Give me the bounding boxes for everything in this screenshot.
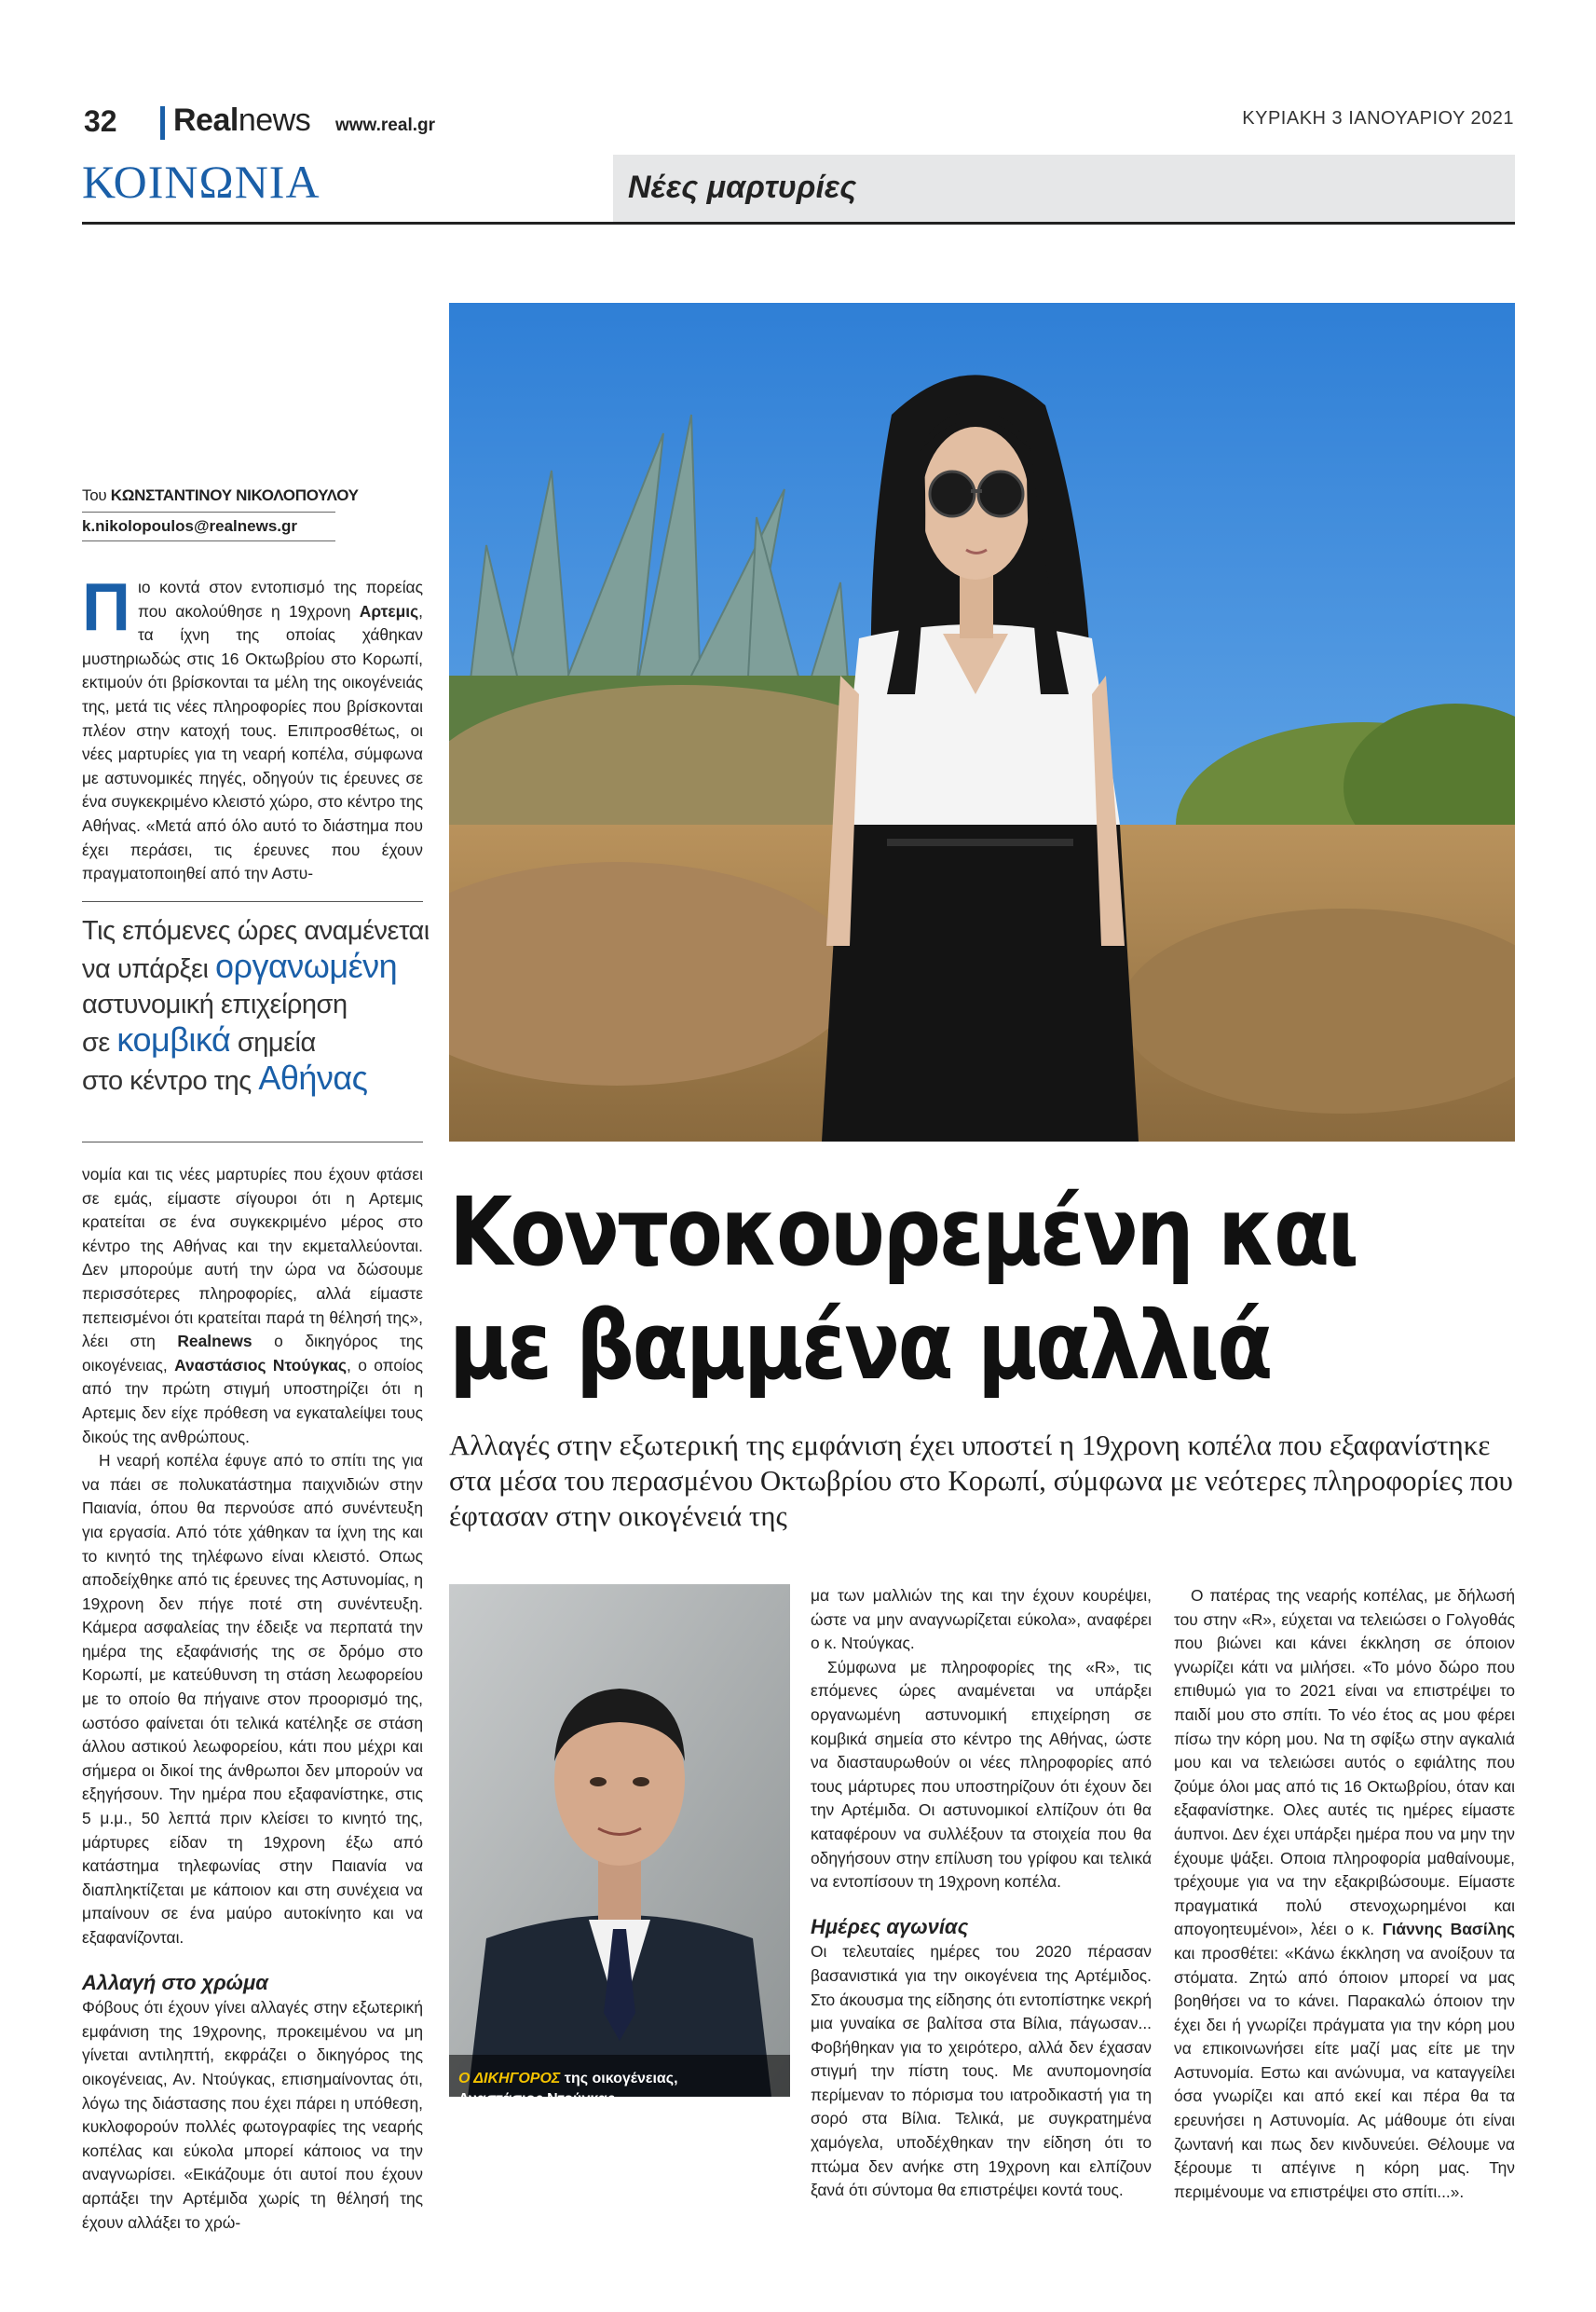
page-number: 32 xyxy=(84,104,117,138)
headline xyxy=(449,1176,1379,1403)
brand-real: Real xyxy=(173,103,239,138)
article-column-4 xyxy=(1174,1584,1515,2204)
pull-quote xyxy=(82,913,436,1099)
lead-paragraph xyxy=(82,570,423,886)
col4-text-1: Ο πατέρας της νεαρής κοπέλας, με δήλωσή του στην «R», εύχεται να τελειώσει ο Γολγοθάς που βιώνει και κάνει έκκληση σε όποιον γνωρίζει κάτι να μιλήσει. «Το μόνο δώρο που επιθυμώ για το 2021 είναι να επιστρέψει το παιδί μου στο σπίτι. Το νέο έτος ας μου φέρει πίσω την κόρη μου. Να τη σφίξω στην αγκαλιά μου και να τελειώσει αυτός ο εφιάλτης που ζούμε όλοι μας από τις 16 Οκτωβρίου, όταν και εξαφανίστηκε. Ολες αυτές τις ημέρες είμαστε άυπνοι. Δεν έχει υπάρξει ημέρα που να μην την έχουμε ψάξει. Οποια πληροφορία μαθαίνουμε, τρέχουμε για να την εξακριβώσουμε. Είμαστε πραγματικά πολύ στενοχωρημένοι και απογοητευμένοι», λέει ο κ. xyxy=(1174,1586,1515,1939)
main-photo xyxy=(449,303,1515,1142)
lead-text-2: , τα ίχνη της οποίας χάθηκαν μυστηριωδώς στις 16 Οκτωβρίου στο Κορωπί, εκτιμούν ότι βρίσκονται τα μέλη της οικογένειάς της, μετά τις νέες πληροφορίες που βρίσκονται πλέον στην κατοχή τους. Επιπροσθέτως, οι νέες μαρτυρίες για τη νεαρή κοπέλα, σύμφωνα με αστυνομικές πηγές, οδηγούν τις έρευνες σε ένα συγκεκριμένο κλειστό χώρο, στο κέντρο της Αθήνας. «Μετά από όλο αυτό το διάστημα που έχει περάσει, τις έρευνες που έχουν πραγματοποιηθεί από την Αστυ- xyxy=(82,601,423,883)
caption-lead: Ο ΔΙΚΗΓΟΡΟΣ xyxy=(458,2071,561,2086)
article-column-1 xyxy=(82,1163,423,2235)
col1-text-2: ο δικηγόρος της οικογένειας, xyxy=(82,1332,423,1375)
brand-news: news xyxy=(238,103,311,138)
section-label: Νέες μαρτυρίες xyxy=(628,170,857,205)
byline xyxy=(82,486,359,505)
header-rule xyxy=(82,222,1515,225)
brand-url: www.real.gr xyxy=(335,116,435,135)
col1-paragraph-2: Η νεαρή κοπέλα έφυγε από το σπίτι της για να πάει σε πολυκατάστημα παιχνιδιών στην Παιανία, όπου θα περνούσε από συνέντευξη για εργασία. Από τότε χάθηκαν τα ίχνη της και το κινητό της τηλέφωνο είναι κλειστό. Οπως αποδείχθηκε από τις έρευνες της Αστυνομίας, η 19χρονη δεν πήγε ποτέ στη συνέντευξη. Κάμερα ασφαλείας την έδειξε να περπατά την ημέρα της εξαφάνισής της σε δρόμο στο Κορωπί, με κατεύθυνση τη στάση λεωφορείου με το οποίο θα πήγαινε στον προορισμό της, ωστόσο φαίνεται ότι τελικά κατέληξε σε στάση άλλου αστικού λεωφορείου, κάτι που μέχρι και σήμερα οι δικοί της άνθρωποι δεν μπορούν να εξηγήσουν. Την ημέρα που εξαφανίστηκε, στις 5 μ.μ., 50 λεπτά πριν κλείσει το κινητό της, μάρτυρες είδαν τη 19χρονη έξω από κατάστημα τηλεφωνίας στην Παιανία να διαπληκτίζεται με κάποιον και στη συνέχεια να μπαίνουν σε ένα μαύρο αυτοκίνητο και να εξαφανίζονται. xyxy=(82,1451,423,1947)
byline-rule xyxy=(82,512,335,513)
subhead-color-change: Αλλαγή στο χρώμα xyxy=(82,1970,268,1994)
pull-quote-line-4a: σε xyxy=(82,1028,117,1058)
young-woman-photo-illustration xyxy=(449,303,1515,1142)
caption-text-2: Αναστάσιος Ντούγκας xyxy=(458,2091,615,2107)
headline-line-2: με βαμμένα μαλλιά xyxy=(449,1291,1271,1402)
byline-author: ΚΩΝΣΤΑΝΤΙΝΟΥ ΝΙΚΟΛΟΠΟΥΛΟΥ xyxy=(110,486,359,504)
col4-father-name: Γιάννης Βασίλης xyxy=(1382,1920,1515,1939)
lead-name: Αρτεμις xyxy=(359,601,419,621)
pull-quote-line-5b: Αθήνας xyxy=(258,1059,368,1097)
col3-paragraph-3: Οι τελευταίες ημέρες του 2020 πέρασαν βασανιστικά για την οικογένεια της Αρτέμιδος. Στο άκουσμα της είδησης ότι εντοπίστηκε νεκρή μια γυναίκα σε βαλίτσα στα Βίλια, πάγωσαν... Φοβήθηκαν για το χειρότερο, αλλά δεν έχασαν στιγμή την πίστη τους. Με ανυπομονησία περίμεναν το πόρισμα του ιατροδικαστή για τη σορό στα Βίλια. Τελικά, με συγκρατημένα χαμόγελα, υποδέχθηκαν την είδηση ότι το πτώμα δεν ανήκε στη 19χρονη και ελπίζουν ξανά ότι σύντομα θα επιστρέψει κοντά τους. xyxy=(811,1942,1152,2200)
col4-text-2: και προσθέτει: «Κάνω έκκληση να ανοίξουν τα στόματα. Ζητώ από όποιον μπορεί να μας βοηθήσει να το κάνει. Παρακαλώ όποιον την έχει δει ή γνωρίζει πράγματα για την κόρη μου να επικοινωνήσει είτε μαζί μας είτε με την Αστυνομία. Εστω και ανώνυμα, να καταγγείλει όσα γνωρίζει και από εκεί και πέρα θα τα ερευνήσει η Αστυνομία. Ας μάθουμε ότι είναι ζωντανή και πως δεν κινδυνεύει. Θέλουμε να ξέρουμε τι απέγινε η κόρη μας. Την περιμένουμε να επιστρέψει στο σπίτι...». xyxy=(1174,1943,1515,2201)
pull-quote-line-2b: οργανωμένη xyxy=(214,947,398,985)
pull-quote-line-2a: να υπάρξει xyxy=(82,954,215,984)
lawyer-photo-caption xyxy=(458,2069,678,2110)
pull-quote-line-4c: σημεία xyxy=(230,1028,316,1058)
subhead-days-of-anguish: Ημέρες αγωνίας xyxy=(811,1914,969,1938)
col1-paragraph-3: Φόβους ότι έχουν γίνει αλλαγές στην εξωτερική εμφάνιση της 19χρονης, προκειμένου να μη γίνεται αντιληπτή, εκφράζει ο δικηγόρος της οικογένειας, Αν. Ντούγκας, επισημαίνοντας ότι, λόγω της διάστασης που έχει πάρει η υπόθεση, κυκλοφορούν πολλές φωτογραφίες της νεαρής κοπέλας και εύκολα μπορεί κάποιος να την αναγνωρίσει. «Εικάζουμε ότι αυτοί που έχουν αρπάξει την Αρτέμιδα χωρίς τη θέλησή της έχουν αλλάξει το χρώ- xyxy=(82,1998,423,2232)
col1-text-1: νομία και τις νέες μαρτυρίες που έχουν φτάσει σε εμάς, είμαστε σίγουροι ότι η Αρτεμις κρατείται σε ένα συγκεκριμένο μέρος στο κέντρο της Αθήνας και την εκμεταλλεύονται. Δεν μπορούμε αυτή την ώρα να δώσουμε περισσότερες πληροφορίες, αλλά είμαστε πεπεισμένοι ότι κρατείται παρά τη θέλησή της», λέει στη xyxy=(82,1165,423,1351)
col3-paragraph-2: Σύμφωνα με πληροφορίες της «R», τις επόμενες ώρες αναμένεται να υπάρξει οργανωμένη αστυνομική επιχείρηση σε κομβικά σημεία στο κέντρο της Αθήνας, ώστε να διασταυρωθούν οι νέες πληροφορίες από τους μάρτυρες που υποστηρίζουν ότι έχουν δει την Αρτέμιδα. Οι αστυνομικοί ελπίζουν ότι θα καταφέρουν να συλλέξουν τα στοιχεία που θα οδηγήσουν στην επίλυση του γρίφου και τελικά να εντοπίσουν τη 19χρονη κοπέλα. xyxy=(811,1657,1152,1892)
col1-realnews: Realnews xyxy=(177,1332,252,1351)
subtitle: Αλλαγές στην εξωτερική της εμφάνιση έχει υποστεί η 19χρονη κοπέλα που εξαφανίστηκε στα μέσα του περασμένου Οκτωβρίου στο Κορωπί, σύμφωνα με νεότερες πληροφορίες που έφτασαν στην οικογένειά της xyxy=(449,1429,1513,1532)
headline-line-1: Κοντοκουρεμένη και xyxy=(449,1177,1357,1288)
section-title: ΚΟΙΝΩΝΙΑ xyxy=(82,156,321,208)
pull-quote-rule-top xyxy=(82,901,423,902)
article-column-3 xyxy=(811,1584,1152,2203)
col1-lawyer-name: Αναστάσιος Ντούγκας xyxy=(174,1355,348,1375)
pull-quote-line-5a: στο κέντρο της xyxy=(82,1066,259,1096)
pull-quote-line-3: αστυνομική επιχείρηση xyxy=(82,990,348,1019)
header-divider-bar xyxy=(160,106,165,140)
issue-date: ΚΥΡΙΑΚΗ 3 ΙΑΝΟΥΑΡΙΟΥ 2021 xyxy=(1242,108,1514,129)
lawyer-portrait-illustration xyxy=(449,1584,790,2097)
col1-text-3: , ο οποίος από την πρώτη στιγμή υποστηρίζει ότι η Αρτεμις δεν είχε πρόθεση να εγκαταλείψει τους δικούς της ανθρώπους. xyxy=(82,1355,423,1446)
brand-logo xyxy=(173,103,310,139)
drop-cap: Π xyxy=(82,570,130,645)
lawyer-photo xyxy=(449,1584,790,2097)
byline-prefix: Του xyxy=(82,486,111,504)
lead-text-1: ιο κοντά στον εντοπισμό της πορείας που ακολούθησε η 19χρονη xyxy=(138,578,423,621)
author-email[interactable]: k.nikolopoulos@realnews.gr xyxy=(82,517,298,535)
pull-quote-line-1: Τις επόμενες ώρες αναμένεται xyxy=(82,916,430,946)
col3-paragraph-1: μα των μαλλιών της και την έχουν κουρέψει, ώστε να μην αναγνωρίζεται εύκολα», αναφέρει ο κ. Ντούγκας. xyxy=(811,1586,1152,1653)
caption-text-1: της οικογένειας, xyxy=(560,2071,678,2086)
email-rule xyxy=(82,540,335,541)
pull-quote-line-4b: κομβικά xyxy=(116,1020,231,1059)
